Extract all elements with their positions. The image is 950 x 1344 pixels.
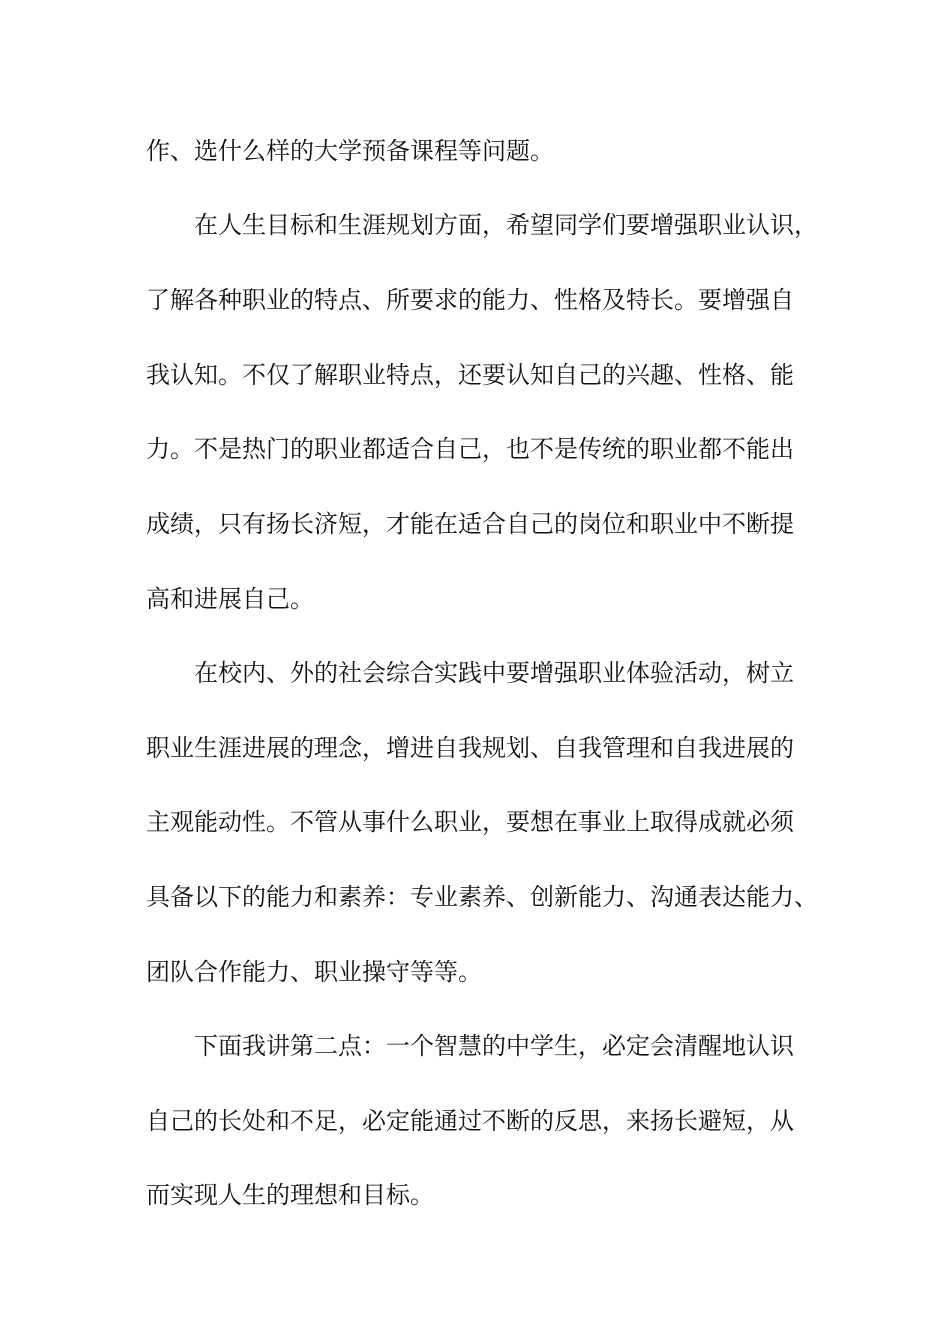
text-line-6: 成绩，只有扬长济短，才能在适合自己的岗位和职业中不断提 (146, 510, 794, 538)
text-line-1: 作、选什么样的大学预备课程等问题。 (146, 137, 554, 165)
text-line-11: 具备以下的能力和素养：专业素养、创新能力、沟通表达能力、 (146, 883, 818, 911)
text-line-5: 力。不是热门的职业都适合自己，也不是传统的职业都不能出 (146, 435, 794, 463)
text-line-4: 我认知。不仅了解职业特点，还要认知自己的兴趣、性格、能 (146, 361, 794, 389)
text-line-9: 职业生涯进展的理念，增进自我规划、自我管理和自我进展的 (146, 734, 794, 762)
text-line-12: 团队合作能力、职业操守等等。 (146, 958, 482, 986)
text-line-8: 在校内、外的社会综合实践中要增强职业体验活动，树立 (194, 659, 794, 687)
text-line-14: 自己的长处和不足，必定能通过不断的反思，来扬长避短，从 (146, 1107, 794, 1135)
text-line-2: 在人生目标和生涯规划方面，希望同学们要增强职业认识， (194, 211, 818, 239)
text-line-3: 了解各种职业的特点、所要求的能力、性格及特长。要增强自 (146, 286, 794, 314)
text-line-13: 下面我讲第二点：一个智慧的中学生，必定会清醒地认识 (194, 1032, 794, 1060)
text-line-15: 而实现人生的理想和目标。 (146, 1181, 434, 1209)
text-line-10: 主观能动性。不管从事什么职业，要想在事业上取得成就必须 (146, 808, 794, 836)
text-line-7: 高和进展自己。 (146, 585, 314, 613)
